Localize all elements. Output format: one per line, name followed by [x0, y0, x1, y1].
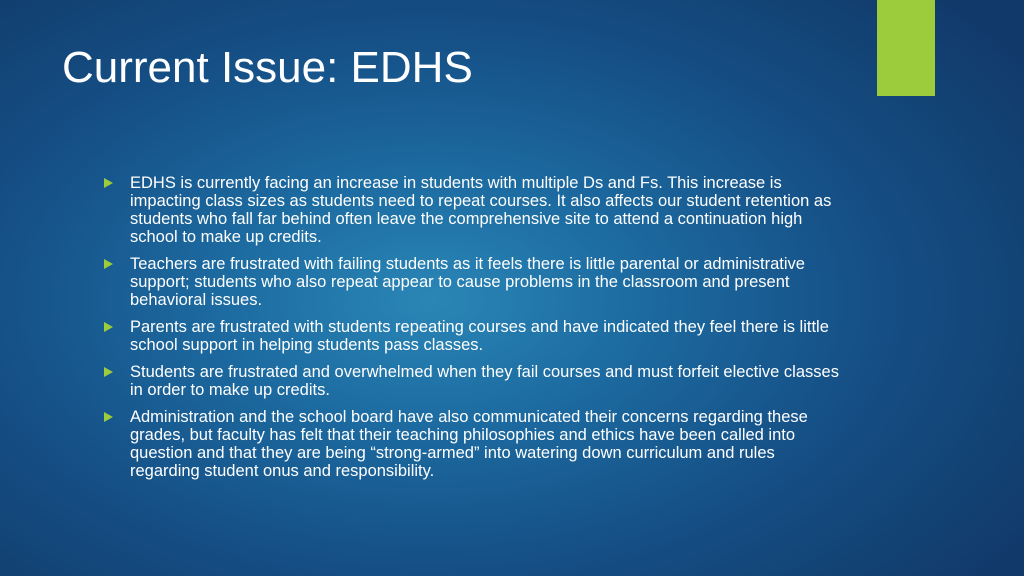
accent-bar [877, 0, 935, 96]
bullet-text: Students are frustrated and overwhelmed when they fail courses and must forfeit elective classes in order to make up credits. [130, 363, 839, 399]
arrow-right-icon [104, 259, 113, 269]
slide-title: Current Issue: EDHS [62, 43, 473, 92]
bullet-text: Teachers are frustrated with failing students as it feels there is little parental or administrative support; students who also repeat appear to cause problems in the classroom and present behavioral issues. [130, 255, 805, 309]
bullet-list [104, 174, 844, 489]
bullet-item [104, 363, 844, 399]
arrow-right-icon [104, 412, 113, 422]
bullet-text: Administration and the school board have also communicated their concerns regarding these grades, but faculty has felt that their teaching philosophies and ethics have been called into question and that they are being “strong-armed” into watering down curriculum and rules regarding student onus and responsibility. [130, 408, 808, 480]
bullet-item [104, 255, 844, 309]
bullet-text: EDHS is currently facing an increase in students with multiple Ds and Fs. This increase is impacting class sizes as students need to repeat courses. It also affects our student retention as students who fall far behind often leave the comprehensive site to attend a continuation high school to make up credits. [130, 174, 832, 246]
bullet-item [104, 408, 844, 480]
bullet-item [104, 174, 844, 246]
arrow-right-icon [104, 367, 113, 377]
bullet-text: Parents are frustrated with students repeating courses and have indicated they feel there is little school support in helping students pass classes. [130, 318, 829, 354]
bullet-item [104, 318, 844, 354]
arrow-right-icon [104, 178, 113, 188]
arrow-right-icon [104, 322, 113, 332]
